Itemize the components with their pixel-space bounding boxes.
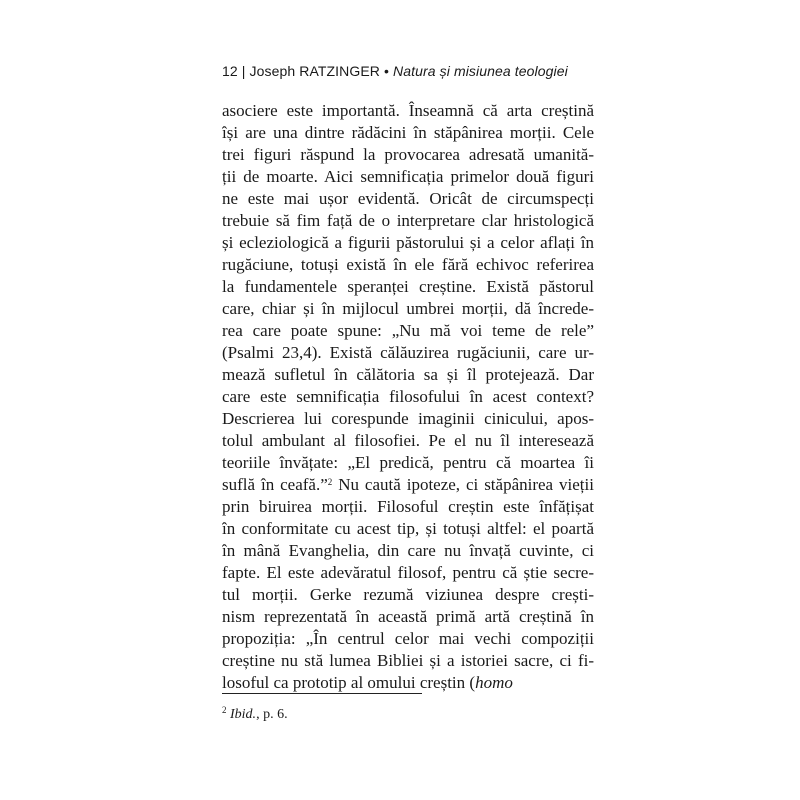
text-segment: losoful ca prototip al omului creștin ( xyxy=(222,673,476,692)
text-line: nism reprezentată în această primă artă creștină în xyxy=(222,607,594,626)
text-segment: Nu caută ipoteze, ci stăpânirea vieții xyxy=(332,475,594,494)
text-line: tolul ambulant al filosofiei. Pe el nu îl interesează xyxy=(222,431,594,450)
text-line: tul morții. Gerke rezumă viziunea despre crești- xyxy=(222,585,594,604)
text-line: (Psalmi 23,4). Există călăuzirea rugăciunii, care ur- xyxy=(222,343,594,362)
page-number: 12 xyxy=(222,63,238,79)
footnote xyxy=(222,706,288,724)
footnote-reference: 2 xyxy=(327,477,333,487)
text-line: teoriile învățate: „El predică, pentru că moartea îi xyxy=(222,453,594,472)
text-line: prin biruirea morții. Filosoful creștin este înfățișat xyxy=(222,497,594,516)
text-line: propoziția: „În centrul celor mai vechi compoziții xyxy=(222,629,594,648)
text-line: în mână Evanghelia, din care nu învață cuvinte, ci xyxy=(222,541,594,560)
text-line: asociere este importantă. Înseamnă că arta creștină xyxy=(222,101,594,120)
text-line: rugăciune, totuși există în ele fără echivoc referirea xyxy=(222,255,594,274)
text-line: își are una dintre rădăcini în stăpânirea morții. Cele xyxy=(222,123,594,142)
text-line: care, chiar și în mijlocul umbrei morții, dă încrede- xyxy=(222,299,594,318)
text-line: trebuie să fim față de o interpretare clar hristologică xyxy=(222,211,594,230)
text-line-final xyxy=(222,672,594,694)
text-line-with-footnote xyxy=(222,474,594,496)
text-line: și ecleziologică a figurii păstorului și a celor aflați în xyxy=(222,233,594,252)
text-line: ne este mai ușor evidentă. Oricât de circumspecți xyxy=(222,189,594,208)
text-line: în conformitate cu acest tip, și totuși altfel: el poartă xyxy=(222,519,594,538)
italic-term: homo xyxy=(475,673,513,692)
text-line: care este semnificația filosofului în acest context? xyxy=(222,387,594,406)
text-line: rea care poate spune: „Nu mă voi teme de rele” xyxy=(222,321,594,340)
text-line: mează sufletul în călătoria sa și îl protejează. Dar xyxy=(222,365,594,384)
header-separator: | xyxy=(241,63,246,79)
footnote-ibid: Ibid. xyxy=(230,707,257,722)
text-line: la fundamentele speranței creștine. Există păstorul xyxy=(222,277,594,296)
footnote-number: 2 xyxy=(222,705,227,715)
text-line: trei figuri răspund la provocarea adresată umanită- xyxy=(222,145,594,164)
text-line: Descrierea lui corespunde imaginii cinicului, apos- xyxy=(222,409,594,428)
text-line: fapte. El este adevăratul filosof, pentru că știe secre- xyxy=(222,563,594,582)
text-segment: suflă în ceafă.” xyxy=(222,475,328,494)
running-header xyxy=(222,61,622,81)
body-text xyxy=(222,100,594,694)
header-bullet: • xyxy=(384,63,390,79)
footnote-text: , p. 6. xyxy=(256,707,288,722)
footnote-divider xyxy=(222,693,422,694)
book-title: Natura și misiunea teologiei xyxy=(393,63,568,79)
author-name: Joseph RATZINGER xyxy=(249,63,381,79)
text-line: ții de moarte. Aici semnificația primelor două figuri xyxy=(222,167,594,186)
text-line: creștine nu stă lumea Bibliei și a istoriei sacre, ci fi- xyxy=(222,651,594,670)
